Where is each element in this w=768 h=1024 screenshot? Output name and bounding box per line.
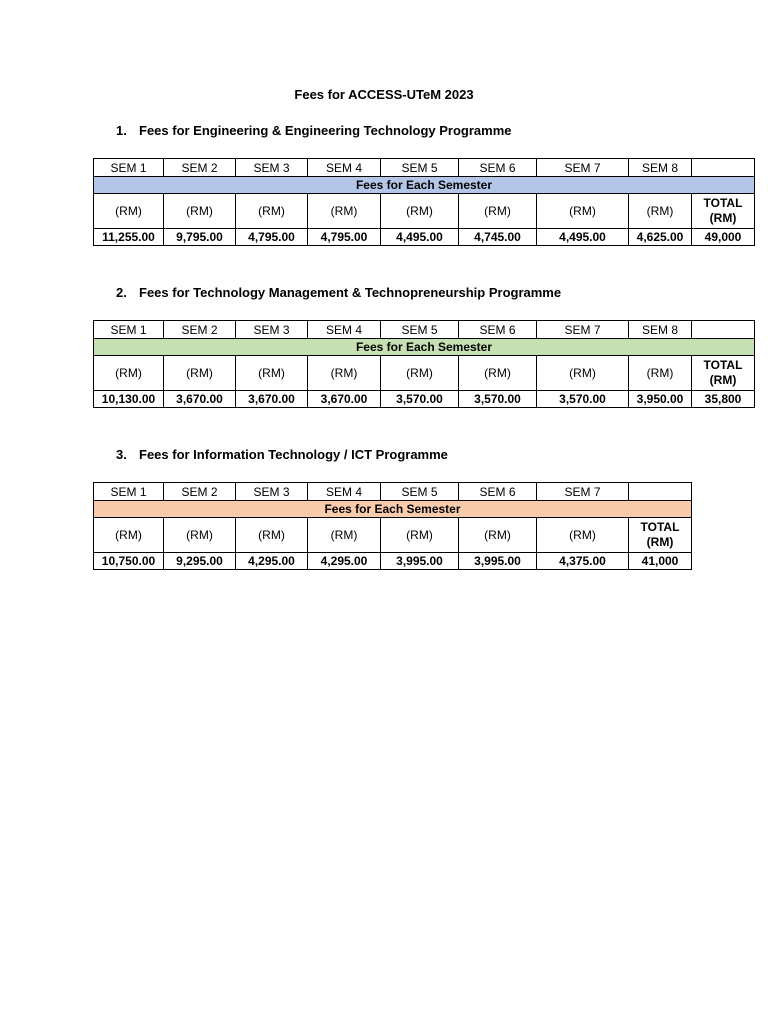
semester-fees-band-row — [94, 339, 755, 356]
section-heading-text: Fees for Information Technology / ICT Programme — [139, 447, 448, 462]
fee-value: 3,670.00 — [236, 391, 308, 408]
currency-unit: (RM) — [236, 194, 308, 229]
fee-value: 3,995.00 — [459, 553, 537, 570]
section-number: 3. — [116, 447, 127, 462]
total-value: 49,000 — [692, 229, 755, 246]
fee-value: 3,670.00 — [308, 391, 381, 408]
fee-value: 4,295.00 — [308, 553, 381, 570]
fee-value: 4,745.00 — [459, 229, 537, 246]
currency-unit: (RM) — [537, 518, 629, 553]
total-value: 41,000 — [629, 553, 692, 570]
currency-unit: (RM) — [381, 194, 459, 229]
fee-value: 3,950.00 — [629, 391, 692, 408]
fee-value: 3,570.00 — [381, 391, 459, 408]
semester-header: SEM 8 — [629, 159, 692, 177]
semester-header-row — [94, 483, 692, 501]
currency-unit: (RM) — [94, 194, 164, 229]
fee-value: 11,255.00 — [94, 229, 164, 246]
semester-header-row — [94, 159, 755, 177]
semester-header: SEM 7 — [537, 159, 629, 177]
fee-value: 9,295.00 — [164, 553, 236, 570]
semester-header: SEM 1 — [94, 483, 164, 501]
fees-band-label: Fees for Each Semester — [94, 339, 755, 356]
currency-unit: (RM) — [381, 356, 459, 391]
fee-values-row — [94, 391, 755, 408]
semester-header: SEM 6 — [459, 159, 537, 177]
semester-header: SEM 2 — [164, 159, 236, 177]
currency-unit: (RM) — [537, 194, 629, 229]
fees-table — [93, 158, 755, 246]
fee-value: 4,295.00 — [236, 553, 308, 570]
semester-header: SEM 5 — [381, 321, 459, 339]
fees-table — [93, 320, 755, 408]
section-number: 1. — [116, 123, 127, 138]
currency-unit: (RM) — [94, 518, 164, 553]
semester-header: SEM 8 — [629, 321, 692, 339]
semester-header: SEM 6 — [459, 483, 537, 501]
section-heading — [116, 123, 512, 138]
semester-header: SEM 1 — [94, 159, 164, 177]
fee-values-row — [94, 553, 692, 570]
semester-header: SEM 2 — [164, 483, 236, 501]
section-heading-text: Fees for Technology Management & Technopreneurship Programme — [139, 285, 562, 300]
semester-header: SEM 7 — [537, 321, 629, 339]
semester-header: SEM 4 — [308, 159, 381, 177]
currency-unit: (RM) — [164, 518, 236, 553]
semester-header: SEM 2 — [164, 321, 236, 339]
currency-unit-row — [94, 518, 692, 553]
fee-value: 3,995.00 — [381, 553, 459, 570]
fee-value: 4,625.00 — [629, 229, 692, 246]
fee-value: 4,795.00 — [308, 229, 381, 246]
currency-unit: (RM) — [308, 356, 381, 391]
currency-unit: (RM) — [236, 356, 308, 391]
empty-header-cell — [692, 321, 755, 339]
fee-value: 4,375.00 — [537, 553, 629, 570]
fee-value: 10,130.00 — [94, 391, 164, 408]
currency-unit: (RM) — [381, 518, 459, 553]
semester-header: SEM 4 — [308, 321, 381, 339]
semester-header: SEM 3 — [236, 159, 308, 177]
semester-header: SEM 4 — [308, 483, 381, 501]
total-value: 35,800 — [692, 391, 755, 408]
fees-band-label: Fees for Each Semester — [94, 177, 755, 194]
currency-unit: (RM) — [459, 356, 537, 391]
total-header: TOTAL (RM) — [692, 194, 755, 229]
fee-value: 3,670.00 — [164, 391, 236, 408]
semester-fees-band-row — [94, 501, 692, 518]
fee-value: 9,795.00 — [164, 229, 236, 246]
currency-unit: (RM) — [459, 194, 537, 229]
section-heading-text: Fees for Engineering & Engineering Technology Programme — [139, 123, 512, 138]
semester-header: SEM 3 — [236, 483, 308, 501]
semester-header: SEM 1 — [94, 321, 164, 339]
semester-header: SEM 7 — [537, 483, 629, 501]
fee-value: 3,570.00 — [459, 391, 537, 408]
currency-unit: (RM) — [236, 518, 308, 553]
semester-header: SEM 5 — [381, 159, 459, 177]
semester-header: SEM 5 — [381, 483, 459, 501]
fees-band-label: Fees for Each Semester — [94, 501, 692, 518]
semester-header-row — [94, 321, 755, 339]
document-title: Fees for ACCESS-UTeM 2023 — [294, 87, 474, 102]
total-header: TOTAL (RM) — [629, 518, 692, 553]
currency-unit-row — [94, 356, 755, 391]
currency-unit: (RM) — [629, 356, 692, 391]
currency-unit: (RM) — [164, 356, 236, 391]
fee-value: 4,495.00 — [381, 229, 459, 246]
fee-value: 4,795.00 — [236, 229, 308, 246]
section-heading — [116, 285, 561, 300]
empty-header-cell — [692, 159, 755, 177]
semester-header: SEM 6 — [459, 321, 537, 339]
section-number: 2. — [116, 285, 127, 300]
total-header: TOTAL (RM) — [692, 356, 755, 391]
currency-unit-row — [94, 194, 755, 229]
empty-header-cell — [629, 483, 692, 501]
fee-value: 3,570.00 — [537, 391, 629, 408]
fee-value: 10,750.00 — [94, 553, 164, 570]
currency-unit: (RM) — [629, 194, 692, 229]
currency-unit: (RM) — [164, 194, 236, 229]
semester-header: SEM 3 — [236, 321, 308, 339]
currency-unit: (RM) — [459, 518, 537, 553]
currency-unit: (RM) — [94, 356, 164, 391]
currency-unit: (RM) — [308, 518, 381, 553]
fees-table — [93, 482, 692, 570]
section-heading — [116, 447, 448, 462]
fee-values-row — [94, 229, 755, 246]
currency-unit: (RM) — [308, 194, 381, 229]
fee-value: 4,495.00 — [537, 229, 629, 246]
currency-unit: (RM) — [537, 356, 629, 391]
semester-fees-band-row — [94, 177, 755, 194]
